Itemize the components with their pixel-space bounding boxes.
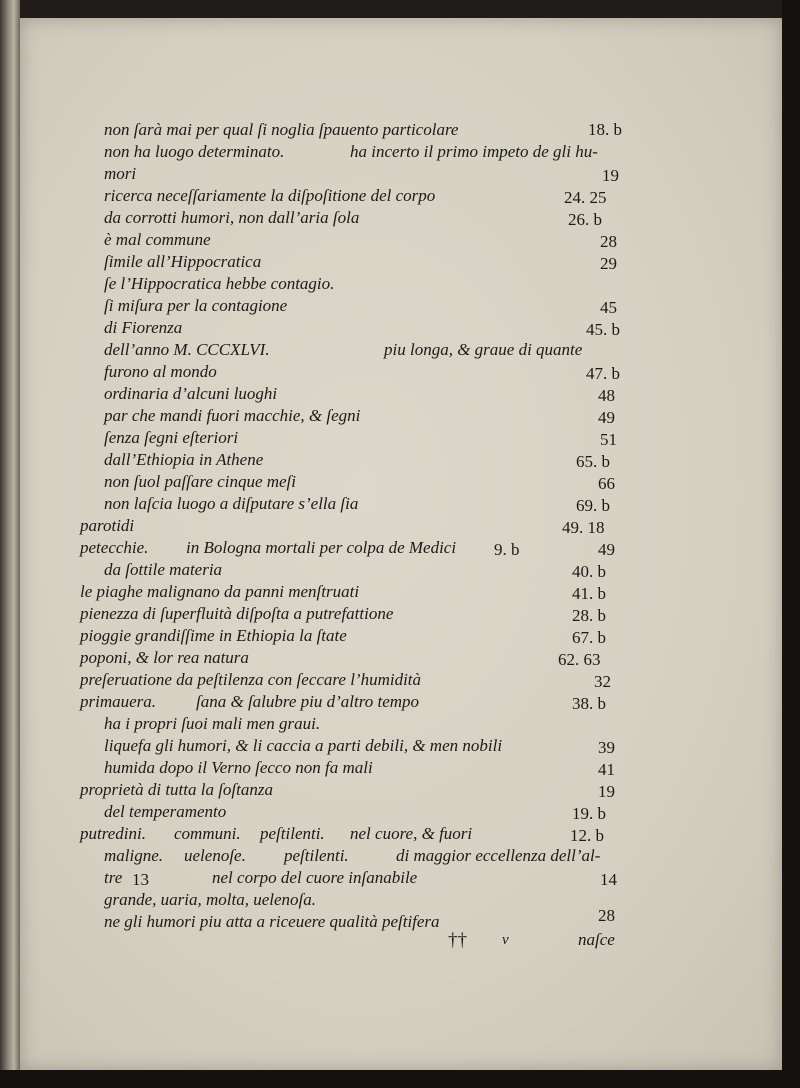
page-reference: 26. b (568, 210, 602, 229)
index-headword: pioggie grandiſſime in Ethiopia la ſtate (80, 626, 347, 645)
index-entry: da corrotti humori, non dall’aria ſola (104, 208, 360, 227)
page-reference: 28 (598, 906, 615, 925)
index-headword: proprietà di tutta la ſoſtanza (80, 780, 273, 799)
index-entry: da ſottile materia (104, 560, 223, 579)
page-reference: 32 (594, 672, 611, 691)
index-entry-continued: di maggior eccellenza dell’al- (396, 846, 601, 865)
page-reference: 49. 18 (562, 518, 605, 537)
index-entry: mori (104, 164, 137, 183)
index-entry: par che mandi fuori macchie, & ſegni (104, 406, 361, 425)
index-entry: è mal commune (104, 230, 211, 249)
index-entry-continued: in Bologna mortali per colpa de Medici (186, 538, 457, 557)
index-headword: le piaghe malignano da panni menſtruati (80, 582, 360, 601)
index-entry: ordinaria d’alcuni luoghi (104, 384, 278, 403)
index-entry: ne gli humori piu atta a riceuere qualità peſtifera (104, 912, 440, 931)
index-entry-continued: peſtilenti. (284, 846, 349, 865)
index-headword: primauera. (80, 692, 157, 711)
index-entry-continued: nel cuore, & fuori (350, 824, 473, 843)
index-headword: poponi, & lor rea natura (80, 648, 249, 667)
index-entry-continued: nel corpo del cuore inſanabile (212, 868, 418, 887)
page-reference: 66 (598, 474, 615, 493)
index-entry: ſi miſura per la contagione (104, 296, 288, 315)
index-entry-continued: piu longa, & graue di quante (384, 340, 583, 359)
index-headword: preſeruatione da peſtilenza con ſeccare l’humidità (80, 670, 422, 689)
page-reference: 45 (600, 298, 617, 317)
index-entry-continued: uelenoſe. (184, 846, 246, 865)
index-entry-continued: ſana & ſalubre piu d’altro tempo (196, 692, 420, 711)
page-reference: 12. b (570, 826, 604, 845)
index-headword: parotidi (80, 516, 135, 535)
index-entry-continued: peſtilenti. (260, 824, 325, 843)
page-reference: 51 (600, 430, 617, 449)
page-reference: 49 (598, 540, 615, 559)
page-reference: 45. b (586, 320, 620, 339)
signature-mark-sub: v (502, 932, 509, 948)
page-reference: 19 (598, 782, 615, 801)
page-reference-inline: 9. b (494, 540, 520, 559)
page-reference: 65. b (576, 452, 610, 471)
index-entry: non laſcia luogo a diſputare s’ella ſia (104, 494, 359, 513)
index-entry: non ſuol paſſare cinque meſi (104, 472, 297, 491)
page-reference: 29 (600, 254, 617, 273)
page-reference: 48 (598, 386, 615, 405)
index-entry: humida dopo il Verno ſecco non fa mali (104, 758, 373, 777)
index-entry: del temperamento (104, 802, 227, 821)
page-reference: 62. 63 (558, 650, 601, 669)
catchword: naſce (578, 930, 615, 949)
index-entry: ha i propri ſuoi mali men graui. (104, 714, 321, 733)
page-reference: 28 (600, 232, 617, 251)
page-reference: 47. b (586, 364, 620, 383)
index-entry-continued: ha incerto il primo impeto de gli hu- (350, 142, 598, 161)
index-entry: dell’anno M. CCCXLVI. (104, 340, 270, 359)
index-entry: furono al mondo (104, 362, 217, 381)
index-entry: non ſarà mai per qual ſi noglia ſpauento particolare (104, 120, 459, 139)
index-text-block (20, 18, 782, 1070)
page-reference: 24. 25 (564, 188, 607, 207)
page-reference: 41 (598, 760, 615, 779)
index-entry: liquefa gli humori, & li caccia a parti debili, & men nobili (104, 736, 503, 755)
index-entry: grande, uaria, molta, uelenoſa. (104, 890, 317, 909)
index-entry: non ha luogo determinato. (104, 142, 285, 161)
page-reference: 38. b (572, 694, 606, 713)
facing-page-edge (0, 0, 20, 1088)
index-entry: di Fiorenza (104, 318, 183, 337)
index-entry: ſe l’Hippocratica hebbe contagio. (104, 274, 335, 293)
index-headword: putredini. (80, 824, 146, 843)
page-reference: 41. b (572, 584, 606, 603)
index-entry: ſimile all’Hippocratica (104, 252, 262, 271)
index-entry: maligne. (104, 846, 164, 865)
index-entry: ſenza ſegni eſteriori (104, 428, 239, 447)
page-reference: 18. b (588, 120, 622, 139)
index-entry: dall’Ethiopia in Athene (104, 450, 264, 469)
page-reference: 28. b (572, 606, 606, 625)
page-reference: 14 (600, 870, 617, 889)
page-reference: 39 (598, 738, 615, 757)
page-reference: 19 (602, 166, 619, 185)
scan-border-right (782, 0, 800, 1088)
index-entry: ricerca neceſſariamente la diſpoſitione del corpo (104, 186, 436, 205)
signature-mark: †† (448, 930, 467, 951)
index-entry: tre (104, 868, 123, 887)
page-reference: 67. b (572, 628, 606, 647)
page-reference: 49 (598, 408, 615, 427)
index-entry-continued: communi. (174, 824, 241, 843)
page-reference-inline: 13 (132, 870, 149, 889)
page-reference: 19. b (572, 804, 606, 823)
index-headword: pienezza di ſuperfluità diſpoſta a putrefattione (80, 604, 394, 623)
page-reference: 40. b (572, 562, 606, 581)
index-headword: petecchie. (80, 538, 149, 557)
book-page (20, 18, 782, 1070)
page-reference: 69. b (576, 496, 610, 515)
scan-border-bottom (0, 1070, 800, 1088)
